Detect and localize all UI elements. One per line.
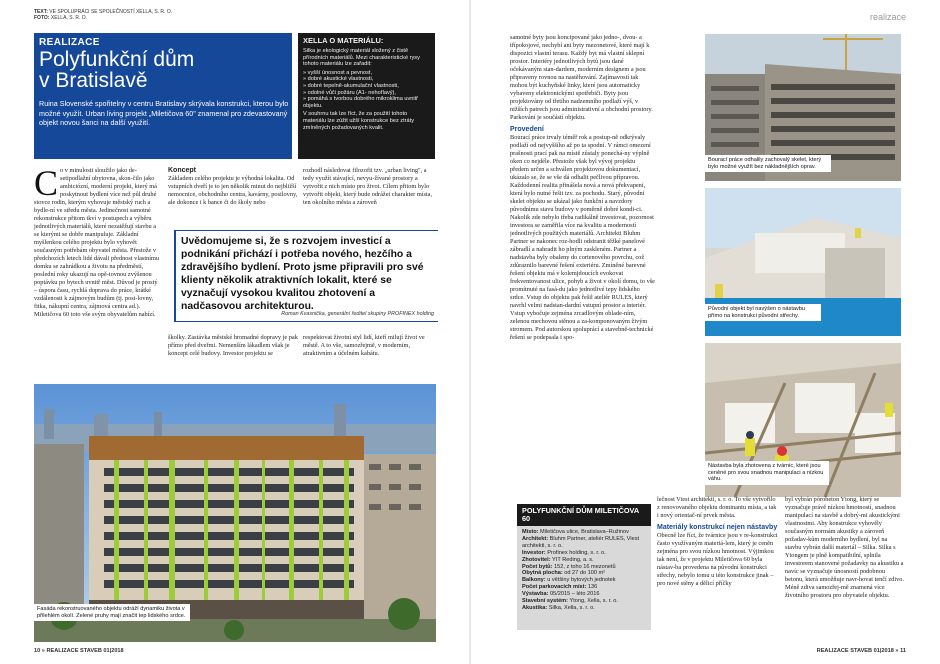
column-1-text: o v minulosti sloužilo jako de-setipodlažní ubytovna, skon-čilo jako ambiciózní, moderní projekt, který má poskytnout bydlení více než půl druhé stovce rodin, kterým vyhovuje městský ruch a bydle-ní ve středu města. Jedinečnost samotné rekonstrukce přitom tkví v postupech a výběru jednotlivých materiálů, které nezatěžují stavbu a se kterými se dobře manipuluje. Základní myšlenkou celého projektu bylo vyhovět současným potřebám obyvatel města. Přestože v předchozích letech lidé dávali přednost vlastnímu domku se zahrádkou a životu na předměstí, poslední roky ukazují na opě-tovnou zvýšenou poptávku po bytech uvnitř měst. Důvod je prostý – úspora času, rychlá doprava do práce, krátké vzdálenosti k zájmovým budům (tj. posi-lovny, fitka, nákupní centra, zájmová centra ad.). Miletičova 60 toto vše svým obyvatelům nabízí. (34, 167, 160, 318)
title-line-2: v Bratislavě (39, 69, 148, 92)
sidebox-list (303, 70, 431, 110)
credits-photo: XELLA, S. R. O. (50, 15, 87, 21)
photo-roof-caption: Původní objekt byl navýšen o nástavbu přímo na konstrukci původní střechy. (705, 304, 821, 321)
photo-masonry-caption: Nástavba byla zhotovena z tvárnic, které jsou ceněné pro svou snadnou manipulaci a nízkou váhu. (705, 461, 829, 485)
article-column-2-cont (168, 334, 298, 378)
photo-demolition (705, 34, 901, 181)
right-page (471, 0, 940, 664)
article-column-3-cont (303, 334, 436, 378)
fact-row: Balkony: u většiny bytových jednotek (522, 577, 616, 584)
pull-quote (174, 230, 438, 322)
factbox-rows (522, 529, 648, 612)
photo-masonry (705, 343, 901, 497)
fact-row: Investor: Profinex holding, s. r. o. (522, 549, 606, 556)
right-column-2 (657, 496, 779, 638)
drop-cap: C (34, 167, 59, 203)
fact-row: Akustika: Silka, Xella, s. r. o. (522, 604, 595, 611)
sidebox-bullet: » vyšší únosnost a pevnost, (303, 69, 373, 76)
heading-koncept: Koncept (168, 167, 196, 174)
fact-row: Architekt: Bluhm Partner, ateliér RULES, Viest architekti, s. r. o. (522, 535, 640, 549)
photo-demolition-caption: Bourací práce odhalily zachovalý skelet, který bylo možné využít bez nákladnějších oprav. (705, 155, 831, 172)
hero-lead: Ruina Slovenské spořitelny v centru Bratislavy skrývala konstrukci, kterou bylo možné využít. Urban living projekt „Miletičova 60" znamenal pro zdevastovaný objekt novou šanci na další využití. (39, 99, 289, 128)
building-photo (34, 384, 436, 642)
material-sidebox (298, 33, 435, 159)
right-column-1-text-2: Bourací práce trvaly téměř rok a postup-ně odkrývaly podlaží od nejvyššího až po ta spodní. V rámci omezení prašnosti prací pak na místě zůstaly ponechá-ny výplně oken co nejdéle. Přestože však byl vývoj projektu předem určen a schválen projektovou dokumentací, ukázalo se, že se vše dá odhalit pečlivou přípravou. Každodenní realita přinášela nová a nová překvapení, která bylo nutné řešit tzv. za pochodu. Starý, původní skelet objektu se ukázal jako funkční a navzdory původnímu stavu budovy v poměrně dobré kondi-ci. Nakolik zde nebylo třeba radikálně investovat, pozornost investora se zaměřila více na kvalitu a moderností jednotlivých použitých materiálů. Architekti Bluhm Partner se nakonec roz-hodli odstranit těžké panelové zábradlí a nahradit ho plným zaskleném. Partner a nadstavba byly obaleny do cortenového povrchu, což zdůraznilo barevné řešení exteriéru. Zmíněné barevné řešení objektu má v kolemjdoucích evokovat frekventovanost ulice, pohyb a život v okolí domu, to vše promítnuté na fasá-du jako jednotlivé tepy lidského srdce. Vstup do objektu pak řešil ateliér RULES, který navrhl velmi nadstan-dardní vstupní prostor a interiér. Vstup vybočuje zejména zrcadlovým oblade-ním, zelenou mechovou stěnou a za-komponovaným živým stromem. Pod autorskou spoluprácí a stavebně-technické řešení se podepsala i spo- (510, 134, 655, 341)
fact-row: Místo: Miletičova ulice, Bratislava–Ružinov (522, 529, 629, 535)
page-title (39, 49, 194, 91)
credits-photo-label: FOTO: (34, 15, 50, 21)
folio-left: 10 » REALIZACE STAVEB 01|2018 (34, 648, 124, 654)
article-column-2 (168, 167, 298, 227)
sidebox-heading: XELLA O MATERIÁLU: (303, 36, 384, 45)
quote-author: Roman Kvasnička, generální ředitel skupiny PROFINEX holding (281, 311, 434, 317)
sidebox-bullet: » odolné vůči požáru (A1- nehořlavý), (303, 89, 396, 96)
right-column-2-text-2: Obecně lze říct, že tvárnice jsou v re-konstrukci často využívaným materiá-lem, který je ceněn zejména pro svou nízkou hmotnost. Výjimkou tak není, že v projektu Miletičova 60 byla nástav-ba provedena na původní konstrukci střechy, nebylo tomu u této konstrukce jinak – pro nové stěny a dělicí příčky (657, 532, 778, 587)
title-line-1: Polyfunkční dům (39, 48, 195, 71)
section-tag: realizace (869, 12, 906, 22)
heading-materialy: Materiály konstrukcí nejen nástavby (657, 524, 778, 531)
right-column-3-text: byl vybrán pórobeton Ytong, který se vyznačuje právě nízkou hmotností, snadnou manipulací na stavbě a dobrý-mi akustickými vlastnostmi. Aby konstrukce vyhověly současným normám akustiky a zároveň požadav-kům moderního bydlení, byl na stavbu vybrán další materiál – Silka. Silka s Ytongem je plně kompatibilní, splnila investorem stanovené požadavky na akustiku a navíc se vyznačuje únosností podobnou betonu, která umožňuje navr-hovat tenčí zdivo. Méně zdiva samozřej-mě znamená více životního prostoru pro obyvatele objektu. (785, 496, 904, 599)
fact-row: Obytná plocha: od 27 do 100 m² (522, 570, 606, 577)
quote-text: Uvědomujeme si, že s rozvojem investicí a podnikání přichází i potřeba nového, hezčího a zdravějšího bydlení. Proto jsme připravili pro své klienty několik atraktivních lokalit, které se vyznačují vysokou kvalitou zhotovení a nadčasovou architekturou. (181, 236, 424, 312)
fact-row: Počet bytů: 152, z toho 16 mezonetů (522, 563, 616, 570)
sidebox-text (303, 48, 431, 131)
sidebox-bullet: » dobré akustické vlastnosti, (303, 76, 374, 83)
fact-row: Zhotovitel: YIT Reding, a. s. (522, 556, 594, 563)
fact-row: Stavební systém: Ytong, Xella, s. r. o. (522, 598, 618, 605)
column-3-text-cont: respektovat životní styl lidí, kteří milují život ve městě. A to vše, samozřejmě, v moderním, atraktivním a účelném kabátu. (303, 334, 425, 357)
left-page (0, 0, 469, 664)
sidebox-outro: V souhrnu tak lze říct, že za použití tohoto materiálu lze zúžit užší konstrukce bez ztráty zmíněných požadovaných kvalit. (303, 111, 414, 131)
main-photo-caption: Fasáda rekonstruovaného objektu odráží dynamiku života v přilehlém okolí. Zelené pruhy mají značit tep lidského srdce. (34, 604, 190, 621)
sidebox-bullet: » pomáhá s tvorbou dobrého mikroklima uvnitř objektu. (303, 96, 419, 109)
article-column-3 (303, 167, 436, 227)
fact-row: Výstavba: 05/2015 – léto 2016 (522, 591, 600, 598)
factbox-heading: POLYFUNKČNÍ DŮM MILETIČOVA 60 (517, 504, 651, 526)
credits-text: VE SPOLUPRÁCI SE SPOLEČNOSTÍ XELLA, S. R. O. (49, 9, 173, 15)
project-factbox (517, 504, 651, 630)
right-column-3 (785, 496, 905, 638)
folio-right: REALIZACE STAVEB 01|2018 » 11 (816, 648, 906, 654)
column-3-text: rozhodl následovat filozofii tzv. „urban living", a tedy využít stávající, nevyu-žívané prostory a vytvořit z nich místo pro život. Cílem přitom bylo vytvořit objekt, který bude odrážet charakter místa, ten okolního města a zároveň (303, 167, 433, 206)
column-2-text: Základem celého projektu je výhodná lokalita. Od vstupních dveří je to jen několik minut do nejbližší nemocnice, obchodního centra, kavárny, posilovny, ale dokonce i k bance či do školy nebo (168, 175, 298, 206)
credits-text-label: TEXT: (34, 9, 48, 15)
sidebox-bullet: » dobré tepelně-akumulační vlastnosti, (303, 82, 399, 89)
hero-kicker: REALIZACE (39, 37, 100, 48)
right-column-1-text: samotné byty jsou koncipované jako jedno-, dvou- a třípokojové, nechybí ani byty mezonetové, které mají k dispozici vlastní terasu. Každý byt má vlastní sklepní prostor. Interiéry jednotlivých bytů jsou dané očekávaným stan-dardem, moderním designem a jsou připraveny rovnou na nastěhování. Zajímavostí tak mohou být kuchyňské linky, které jsou automaticky vybaveny elektronickými spotřebiči. Byty jsou projektovány od třetího nadzemního podlaží výš, v nižších patrech jsou administrativní a obchodní prostory. Parkování je součástí objektu. (510, 34, 653, 121)
column-2-text-cont: školky. Zastávka městské hromadné dopravy je pak přímo před dveřmi. Nemenším lákadlem však je koncept celé budovy. Investor projektu se (168, 334, 298, 357)
article-column-1 (34, 167, 162, 382)
right-column-2-text: lečnost Viest architekti, s. r. o. To vše vytvořilo z renovovaného objektu dominantu místa, a tak i nový orientač-ní prvek města. (657, 496, 777, 519)
hero-box (34, 33, 292, 159)
photo-roof-extension (705, 188, 901, 336)
fact-row: Počet parkovacích míst: 136 (522, 584, 598, 591)
sidebox-intro: Silka je ekologický materiál složený z čistě přírodních materiálů. Mezi charakteristické rysy tohoto materiálu lze zařadit: (303, 48, 420, 68)
heading-provedeni: Provedení (510, 126, 544, 133)
right-column-1 (510, 34, 655, 496)
credits (34, 9, 172, 21)
